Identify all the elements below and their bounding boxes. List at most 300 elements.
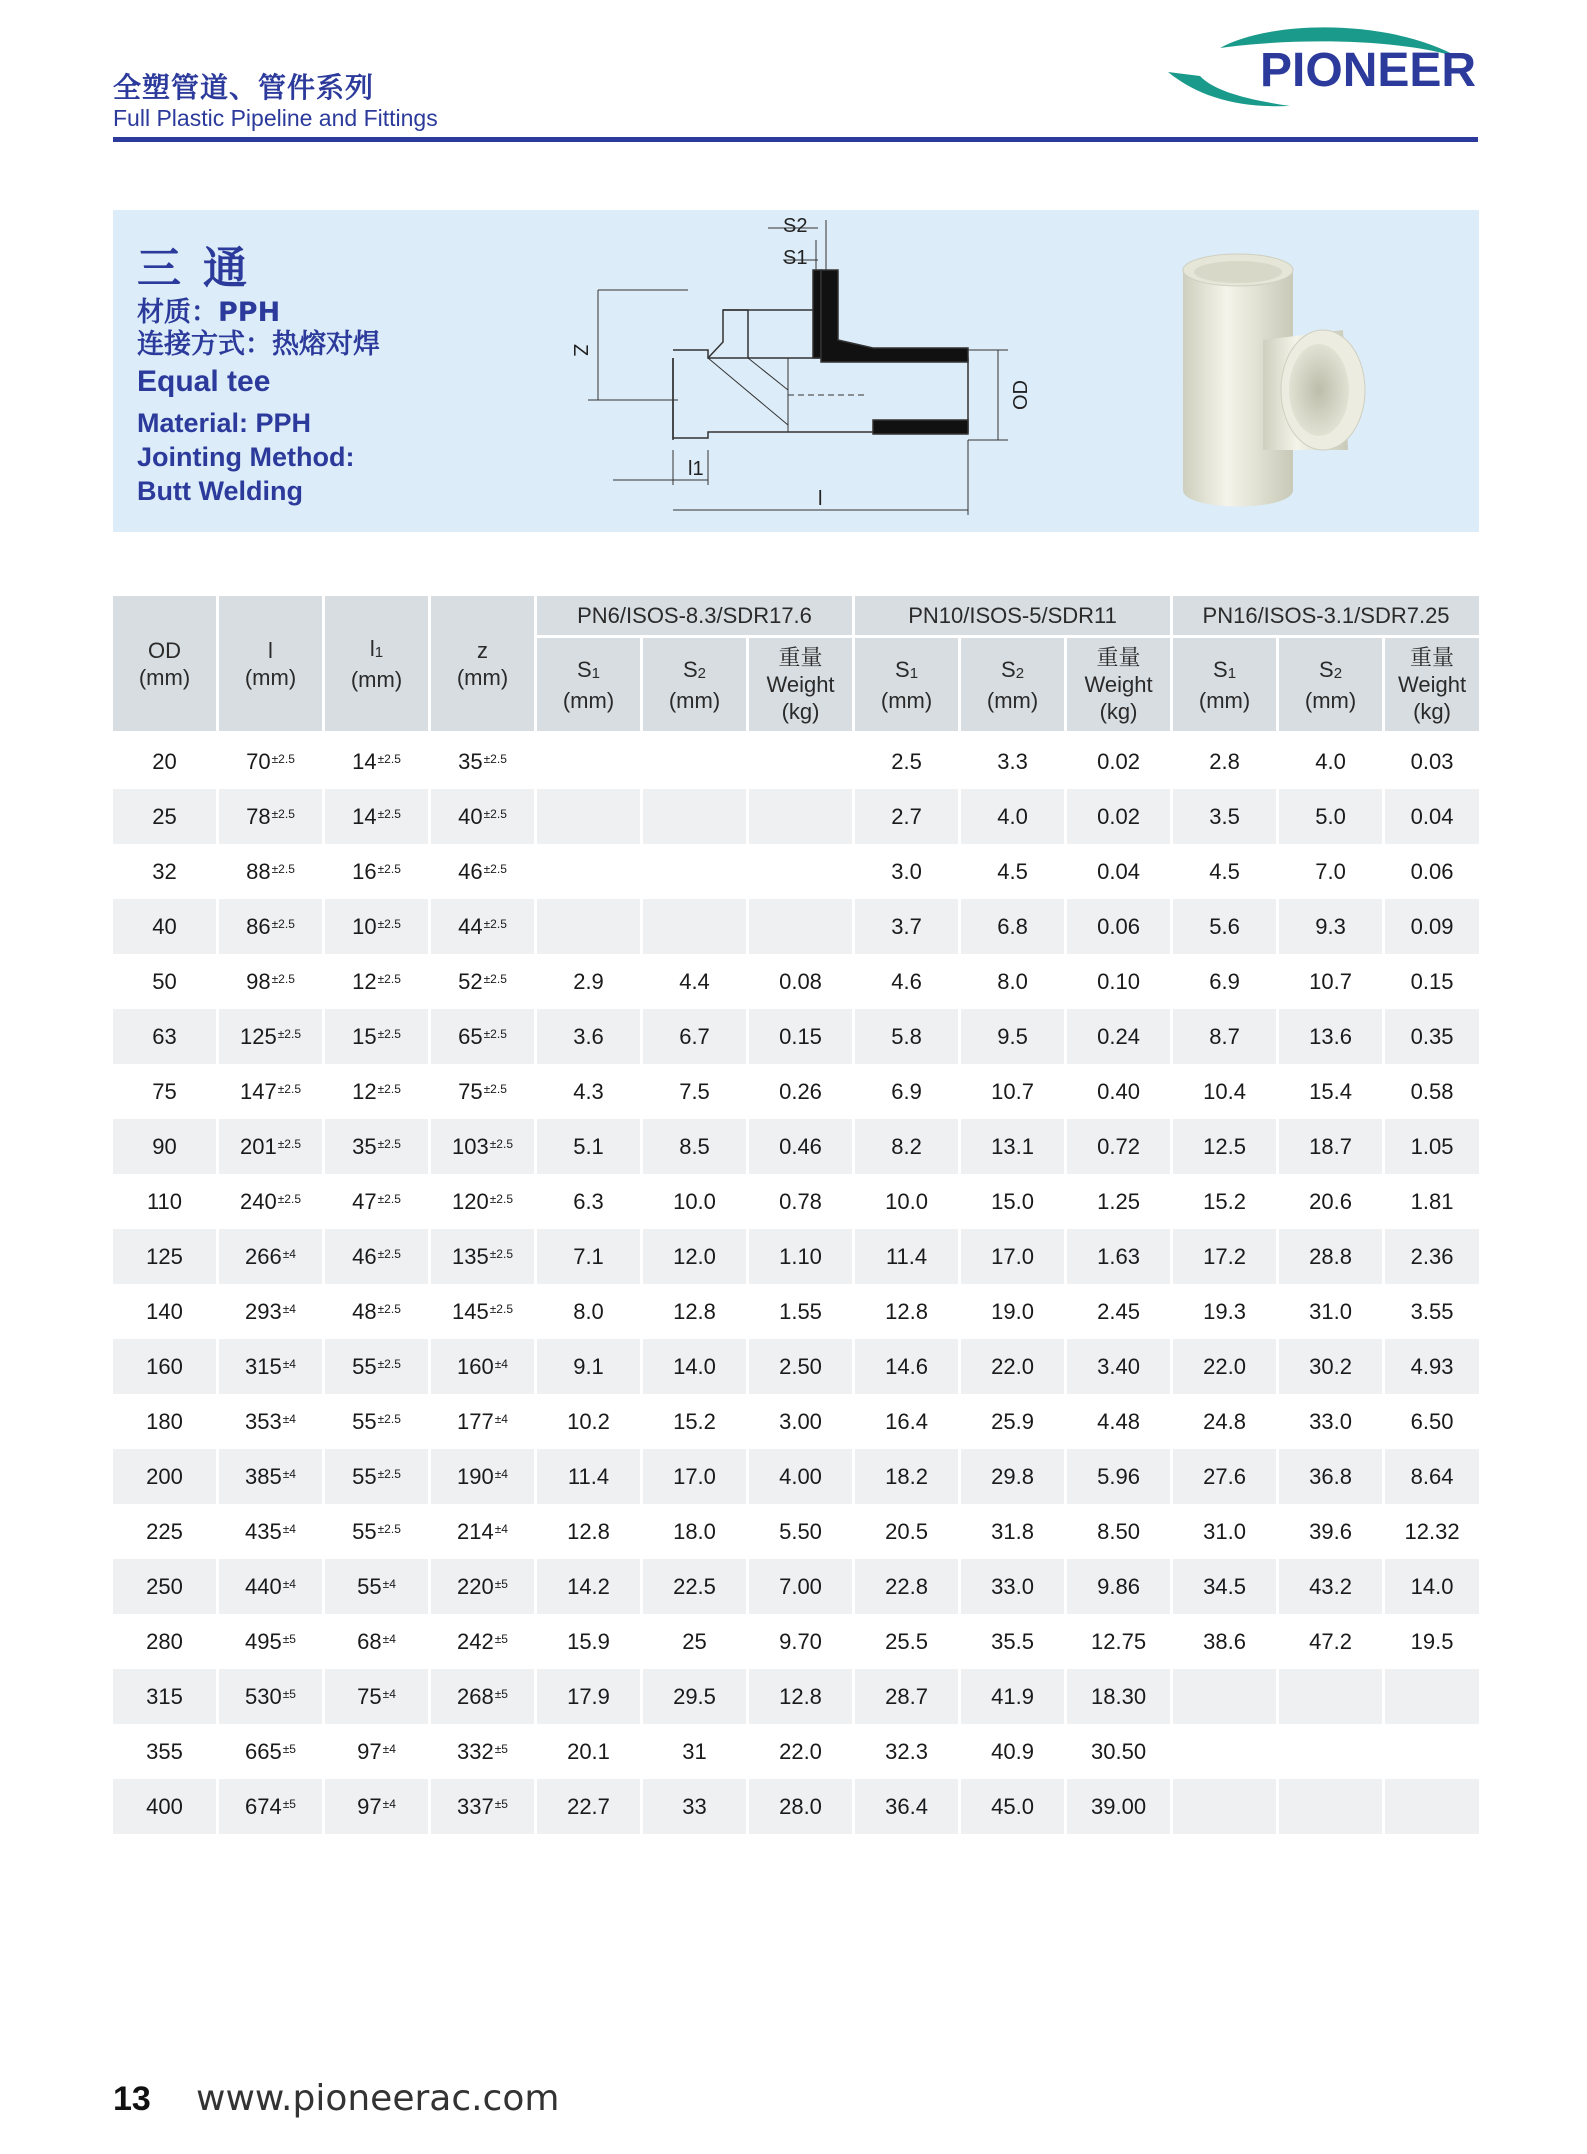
cell-l: $674^{\pm 5}$	[219, 1779, 325, 1834]
dim-label-od: OD	[1010, 380, 1032, 410]
cell-z: $120^{\pm 2.5}$	[431, 1174, 537, 1229]
cell-pn6-s1: 5.1	[537, 1119, 643, 1174]
cell-pn10-weight: 5.96	[1067, 1449, 1173, 1504]
table-row	[113, 1284, 1479, 1339]
cell-pn6-s2: 4.4	[643, 954, 749, 1009]
cell-pn16-weight	[1385, 1779, 1479, 1834]
table-row	[113, 1174, 1479, 1229]
cell-z: $160^{\pm 4}$	[431, 1339, 537, 1394]
cell-pn10-s1: 3.7	[855, 899, 961, 954]
cell-pn16-weight: 6.50	[1385, 1394, 1479, 1449]
table-row	[113, 1614, 1479, 1669]
page-number: 13	[113, 2080, 151, 2118]
cell-l1: $12^{\pm 2.5}$	[325, 954, 431, 1009]
pn16-s1-header: S1 (mm)	[1173, 638, 1279, 734]
dim-label-l1: l1	[688, 458, 704, 480]
cell-pn16-s1: 22.0	[1173, 1339, 1279, 1394]
table-row	[113, 1779, 1479, 1834]
cell-z: $214^{\pm 4}$	[431, 1504, 537, 1559]
cell-pn10-s2: 4.5	[961, 844, 1067, 899]
cell-pn10-s2: 29.8	[961, 1449, 1067, 1504]
cell-pn6-weight	[749, 734, 855, 789]
cell-pn10-s1: 2.5	[855, 734, 961, 789]
cell-pn10-s2: 45.0	[961, 1779, 1067, 1834]
cell-pn6-s1: 6.3	[537, 1174, 643, 1229]
cell-pn10-weight: 18.30	[1067, 1669, 1173, 1724]
cell-l: $88^{\pm 2.5}$	[219, 844, 325, 899]
cell-l1: $97^{\pm 4}$	[325, 1779, 431, 1834]
product-info-panel	[113, 210, 1479, 532]
cell-pn10-s2: 15.0	[961, 1174, 1067, 1229]
cell-pn16-s2: 36.8	[1279, 1449, 1385, 1504]
cell-pn16-weight: 14.0	[1385, 1559, 1479, 1614]
pn6-s2-header: S2 (mm)	[643, 638, 749, 734]
cell-z: $332^{\pm 5}$	[431, 1724, 537, 1779]
cell-pn16-weight: 19.5	[1385, 1614, 1479, 1669]
table-row	[113, 1229, 1479, 1284]
cell-pn10-weight: 30.50	[1067, 1724, 1173, 1779]
pn10-s1-header: S1 (mm)	[855, 638, 961, 734]
tee-technical-drawing	[568, 210, 1068, 532]
cell-pn10-weight: 0.02	[1067, 734, 1173, 789]
cell-pn16-weight	[1385, 1669, 1479, 1724]
cell-pn10-weight: 1.25	[1067, 1174, 1173, 1229]
table-row	[113, 1724, 1479, 1779]
cell-pn10-s2: 4.0	[961, 789, 1067, 844]
cell-od: 25	[113, 789, 219, 844]
cell-pn16-s1: 19.3	[1173, 1284, 1279, 1339]
cell-pn6-s2: 25	[643, 1614, 749, 1669]
table-row	[113, 954, 1479, 1009]
cell-pn6-s2: 12.0	[643, 1229, 749, 1284]
cell-pn6-s1: 17.9	[537, 1669, 643, 1724]
cell-pn16-weight: 0.09	[1385, 899, 1479, 954]
table-row	[113, 844, 1479, 899]
cell-od: 225	[113, 1504, 219, 1559]
cell-pn10-s1: 20.5	[855, 1504, 961, 1559]
cell-pn10-s1: 4.6	[855, 954, 961, 1009]
cell-pn16-s1: 2.8	[1173, 734, 1279, 789]
cell-pn16-s1: 31.0	[1173, 1504, 1279, 1559]
cell-pn10-weight: 1.63	[1067, 1229, 1173, 1284]
dim-label-s1: S1	[783, 247, 808, 269]
cell-pn10-s1: 32.3	[855, 1724, 961, 1779]
cell-pn10-s1: 2.7	[855, 789, 961, 844]
cell-pn16-s2: 7.0	[1279, 844, 1385, 899]
cell-pn10-s1: 18.2	[855, 1449, 961, 1504]
cell-l: $98^{\pm 2.5}$	[219, 954, 325, 1009]
cell-l1: $14^{\pm 2.5}$	[325, 789, 431, 844]
cell-pn6-weight: 7.00	[749, 1559, 855, 1614]
cell-pn16-s2: 39.6	[1279, 1504, 1385, 1559]
table-row	[113, 1009, 1479, 1064]
cell-od: 400	[113, 1779, 219, 1834]
cell-od: 32	[113, 844, 219, 899]
pn16-s2-header: S2 (mm)	[1279, 638, 1385, 734]
cell-l1: $55^{\pm 4}$	[325, 1559, 431, 1614]
cell-l: $125^{\pm 2.5}$	[219, 1009, 325, 1064]
cell-od: 110	[113, 1174, 219, 1229]
cell-pn16-s2: 31.0	[1279, 1284, 1385, 1339]
cell-z: $177^{\pm 4}$	[431, 1394, 537, 1449]
cell-l1: $47^{\pm 2.5}$	[325, 1174, 431, 1229]
cell-z: $65^{\pm 2.5}$	[431, 1009, 537, 1064]
cell-pn10-s2: 8.0	[961, 954, 1067, 1009]
jointing-method-en: Butt Welding	[137, 476, 303, 506]
product-title-cn: 三通	[137, 243, 269, 294]
cell-pn16-s1	[1173, 1779, 1279, 1834]
cell-pn6-weight: 2.50	[749, 1339, 855, 1394]
cell-pn16-weight: 3.55	[1385, 1284, 1479, 1339]
cell-pn10-weight: 0.02	[1067, 789, 1173, 844]
cell-pn16-weight: 0.15	[1385, 954, 1479, 1009]
cell-pn6-s2: 31	[643, 1724, 749, 1779]
cell-z: $145^{\pm 2.5}$	[431, 1284, 537, 1339]
header-title-en: Full Plastic Pipeline and Fittings	[113, 105, 438, 131]
cell-pn6-weight: 1.10	[749, 1229, 855, 1284]
cell-pn6-weight	[749, 899, 855, 954]
cell-od: 180	[113, 1394, 219, 1449]
logo-text: PIONEER	[1260, 44, 1477, 97]
cell-l: $293^{\pm 4}$	[219, 1284, 325, 1339]
table-row	[113, 1064, 1479, 1119]
cell-l1: $97^{\pm 4}$	[325, 1724, 431, 1779]
cell-pn6-s1: 2.9	[537, 954, 643, 1009]
cell-pn6-s1: 10.2	[537, 1394, 643, 1449]
cell-pn16-weight: 1.05	[1385, 1119, 1479, 1174]
cell-l: $78^{\pm 2.5}$	[219, 789, 325, 844]
cell-pn6-s2: 29.5	[643, 1669, 749, 1724]
cell-l1: $55^{\pm 2.5}$	[325, 1449, 431, 1504]
cell-pn6-weight: 0.26	[749, 1064, 855, 1119]
cell-l1: $14^{\pm 2.5}$	[325, 734, 431, 789]
cell-od: 200	[113, 1449, 219, 1504]
cell-z: $337^{\pm 5}$	[431, 1779, 537, 1834]
cell-l: $240^{\pm 2.5}$	[219, 1174, 325, 1229]
cell-pn10-weight: 0.40	[1067, 1064, 1173, 1119]
cell-pn16-s1: 34.5	[1173, 1559, 1279, 1614]
cell-pn6-weight: 5.50	[749, 1504, 855, 1559]
pn10-weight-header: 重量 Weight (kg)	[1067, 638, 1173, 734]
cell-pn16-s1: 6.9	[1173, 954, 1279, 1009]
cell-pn6-weight: 12.8	[749, 1669, 855, 1724]
cell-pn10-s1: 6.9	[855, 1064, 961, 1119]
cell-pn10-weight: 9.86	[1067, 1559, 1173, 1614]
cell-pn10-s2: 10.7	[961, 1064, 1067, 1119]
cell-pn10-s1: 16.4	[855, 1394, 961, 1449]
cell-od: 75	[113, 1064, 219, 1119]
cell-pn6-s2: 12.8	[643, 1284, 749, 1339]
cell-pn10-s1: 8.2	[855, 1119, 961, 1174]
cell-pn10-s1: 3.0	[855, 844, 961, 899]
cell-pn6-s2: 17.0	[643, 1449, 749, 1504]
cell-pn10-s2: 9.5	[961, 1009, 1067, 1064]
cell-l: $201^{\pm 2.5}$	[219, 1119, 325, 1174]
cell-pn16-s2: 30.2	[1279, 1339, 1385, 1394]
cell-pn6-s1	[537, 899, 643, 954]
cell-pn6-s2: 6.7	[643, 1009, 749, 1064]
cell-pn16-weight: 0.03	[1385, 734, 1479, 789]
cell-pn16-s2: 33.0	[1279, 1394, 1385, 1449]
cell-pn6-s2: 8.5	[643, 1119, 749, 1174]
cell-z: $103^{\pm 2.5}$	[431, 1119, 537, 1174]
cell-pn6-s1: 11.4	[537, 1449, 643, 1504]
cell-pn10-weight: 3.40	[1067, 1339, 1173, 1394]
cell-pn6-s1: 7.1	[537, 1229, 643, 1284]
cell-pn10-s1: 28.7	[855, 1669, 961, 1724]
col-header-od: OD (mm)	[113, 596, 219, 734]
cell-pn10-s2: 6.8	[961, 899, 1067, 954]
cell-pn16-s2	[1279, 1779, 1385, 1834]
cell-l: $70^{\pm 2.5}$	[219, 734, 325, 789]
cell-l1: $15^{\pm 2.5}$	[325, 1009, 431, 1064]
pn6-weight-header: 重量 Weight (kg)	[749, 638, 855, 734]
cell-pn16-weight: 0.58	[1385, 1064, 1479, 1119]
cell-pn6-s1: 9.1	[537, 1339, 643, 1394]
cell-od: 90	[113, 1119, 219, 1174]
cell-pn6-s2: 15.2	[643, 1394, 749, 1449]
cell-od: 20	[113, 734, 219, 789]
cell-pn6-s1	[537, 734, 643, 789]
cell-l: $665^{\pm 5}$	[219, 1724, 325, 1779]
cell-l: $385^{\pm 4}$	[219, 1449, 325, 1504]
cell-pn6-s1: 22.7	[537, 1779, 643, 1834]
cell-l1: $48^{\pm 2.5}$	[325, 1284, 431, 1339]
cell-pn16-s2: 15.4	[1279, 1064, 1385, 1119]
cell-pn10-s2: 31.8	[961, 1504, 1067, 1559]
cell-pn10-weight: 39.00	[1067, 1779, 1173, 1834]
col-header-z: z (mm)	[431, 596, 537, 734]
cell-l: $435^{\pm 4}$	[219, 1504, 325, 1559]
cell-pn6-s2	[643, 844, 749, 899]
cell-l1: $16^{\pm 2.5}$	[325, 844, 431, 899]
cell-pn10-weight: 0.24	[1067, 1009, 1173, 1064]
cell-pn16-s2: 47.2	[1279, 1614, 1385, 1669]
cell-pn10-s2: 35.5	[961, 1614, 1067, 1669]
dim-label-s2: S2	[783, 215, 808, 237]
cell-pn6-s2: 33	[643, 1779, 749, 1834]
cell-pn6-weight: 22.0	[749, 1724, 855, 1779]
cell-pn6-s2: 14.0	[643, 1339, 749, 1394]
cell-pn16-s2	[1279, 1724, 1385, 1779]
cell-pn16-s2: 43.2	[1279, 1559, 1385, 1614]
cell-l: $315^{\pm 4}$	[219, 1339, 325, 1394]
cell-pn6-weight: 0.46	[749, 1119, 855, 1174]
table-row	[113, 1449, 1479, 1504]
header-divider	[113, 137, 1478, 142]
cell-pn16-s2: 10.7	[1279, 954, 1385, 1009]
cell-l1: $12^{\pm 2.5}$	[325, 1064, 431, 1119]
cell-pn16-s2: 4.0	[1279, 734, 1385, 789]
cell-pn10-s1: 22.8	[855, 1559, 961, 1614]
cell-pn6-weight: 28.0	[749, 1779, 855, 1834]
cell-pn10-weight: 2.45	[1067, 1284, 1173, 1339]
cell-pn10-s2: 22.0	[961, 1339, 1067, 1394]
cell-pn16-s1	[1173, 1724, 1279, 1779]
table-row	[113, 1559, 1479, 1614]
cell-l1: $46^{\pm 2.5}$	[325, 1229, 431, 1284]
table-row	[113, 1504, 1479, 1559]
cell-l1: $75^{\pm 4}$	[325, 1669, 431, 1724]
cell-pn6-weight: 4.00	[749, 1449, 855, 1504]
specification-table	[113, 596, 1479, 1834]
table-row	[113, 1119, 1479, 1174]
cell-pn6-weight: 1.55	[749, 1284, 855, 1339]
jointing-cn: 连接方式：热熔对焊	[137, 329, 380, 360]
cell-pn6-s1: 12.8	[537, 1504, 643, 1559]
col-header-l1: l1 (mm)	[325, 596, 431, 734]
cell-pn10-s2: 3.3	[961, 734, 1067, 789]
cell-z: $44^{\pm 2.5}$	[431, 899, 537, 954]
cell-pn16-s1: 5.6	[1173, 899, 1279, 954]
table-row	[113, 1339, 1479, 1394]
cell-pn6-s1: 3.6	[537, 1009, 643, 1064]
cell-pn10-s1: 10.0	[855, 1174, 961, 1229]
tee-fitting-photo	[1143, 250, 1373, 510]
cell-pn16-s1: 4.5	[1173, 844, 1279, 899]
cell-pn10-weight: 0.04	[1067, 844, 1173, 899]
cell-pn6-weight: 0.08	[749, 954, 855, 1009]
cell-pn16-s2: 9.3	[1279, 899, 1385, 954]
cell-pn10-s1: 5.8	[855, 1009, 961, 1064]
cell-pn16-s1: 17.2	[1173, 1229, 1279, 1284]
cell-pn16-s1: 24.8	[1173, 1394, 1279, 1449]
cell-pn16-s2: 5.0	[1279, 789, 1385, 844]
cell-z: $75^{\pm 2.5}$	[431, 1064, 537, 1119]
cell-l1: $68^{\pm 4}$	[325, 1614, 431, 1669]
cell-l: $266^{\pm 4}$	[219, 1229, 325, 1284]
cell-pn16-weight: 2.36	[1385, 1229, 1479, 1284]
cell-pn6-s1: 4.3	[537, 1064, 643, 1119]
cell-z: $242^{\pm 5}$	[431, 1614, 537, 1669]
cell-pn10-s2: 33.0	[961, 1559, 1067, 1614]
pn10-s2-header: S2 (mm)	[961, 638, 1067, 734]
cell-pn6-s2: 7.5	[643, 1064, 749, 1119]
cell-z: $268^{\pm 5}$	[431, 1669, 537, 1724]
cell-l1: $55^{\pm 2.5}$	[325, 1394, 431, 1449]
cell-l: $530^{\pm 5}$	[219, 1669, 325, 1724]
cell-l1: $10^{\pm 2.5}$	[325, 899, 431, 954]
cell-pn16-s1: 8.7	[1173, 1009, 1279, 1064]
cell-pn16-s2	[1279, 1669, 1385, 1724]
cell-od: 250	[113, 1559, 219, 1614]
cell-pn16-weight: 0.35	[1385, 1009, 1479, 1064]
cell-l: $147^{\pm 2.5}$	[219, 1064, 325, 1119]
cell-pn10-weight: 0.06	[1067, 899, 1173, 954]
cell-z: $220^{\pm 5}$	[431, 1559, 537, 1614]
header-title-cn: 全塑管道、管件系列	[113, 71, 375, 104]
cell-pn10-s2: 19.0	[961, 1284, 1067, 1339]
website-url[interactable]: www.pioneerac.com	[196, 2078, 560, 2119]
cell-pn6-s2	[643, 734, 749, 789]
cell-pn6-weight: 0.78	[749, 1174, 855, 1229]
cell-pn10-s2: 41.9	[961, 1669, 1067, 1724]
col-header-l: l (mm)	[219, 596, 325, 734]
table-row	[113, 1669, 1479, 1724]
cell-pn6-s1: 15.9	[537, 1614, 643, 1669]
cell-pn10-s1: 12.8	[855, 1284, 961, 1339]
cell-pn10-weight: 8.50	[1067, 1504, 1173, 1559]
cell-pn6-s1: 8.0	[537, 1284, 643, 1339]
cell-l: $86^{\pm 2.5}$	[219, 899, 325, 954]
cell-pn16-s2: 20.6	[1279, 1174, 1385, 1229]
cell-pn6-s1: 20.1	[537, 1724, 643, 1779]
cell-pn16-s1	[1173, 1669, 1279, 1724]
cell-l1: $55^{\pm 2.5}$	[325, 1504, 431, 1559]
cell-pn6-weight: 3.00	[749, 1394, 855, 1449]
cell-l: $353^{\pm 4}$	[219, 1394, 325, 1449]
cell-pn16-weight	[1385, 1724, 1479, 1779]
table-row	[113, 1394, 1479, 1449]
group-header-pn6: PN6/ISOS-8.3/SDR17.6	[537, 596, 855, 638]
cell-pn6-s2: 22.5	[643, 1559, 749, 1614]
cell-od: 315	[113, 1669, 219, 1724]
table-row	[113, 899, 1479, 954]
cell-pn16-s1: 38.6	[1173, 1614, 1279, 1669]
cell-l: $440^{\pm 4}$	[219, 1559, 325, 1614]
cell-pn10-s2: 17.0	[961, 1229, 1067, 1284]
cell-pn16-weight: 8.64	[1385, 1449, 1479, 1504]
cell-pn6-s1	[537, 789, 643, 844]
cell-pn6-weight	[749, 844, 855, 899]
cell-pn10-weight: 0.10	[1067, 954, 1173, 1009]
cell-pn10-s1: 25.5	[855, 1614, 961, 1669]
table-row	[113, 734, 1479, 789]
cell-pn16-s1: 12.5	[1173, 1119, 1279, 1174]
product-title-en: Equal tee	[137, 365, 271, 398]
cell-l1: $55^{\pm 2.5}$	[325, 1339, 431, 1394]
cell-pn6-s2	[643, 789, 749, 844]
pn6-s1-header: S1 (mm)	[537, 638, 643, 734]
cell-pn16-s2: 18.7	[1279, 1119, 1385, 1174]
cell-pn16-weight: 0.06	[1385, 844, 1479, 899]
cell-pn16-s1: 15.2	[1173, 1174, 1279, 1229]
cell-z: $40^{\pm 2.5}$	[431, 789, 537, 844]
cell-od: 355	[113, 1724, 219, 1779]
cell-pn16-s2: 28.8	[1279, 1229, 1385, 1284]
cell-pn16-s1: 10.4	[1173, 1064, 1279, 1119]
cell-pn10-s1: 11.4	[855, 1229, 961, 1284]
cell-l: $495^{\pm 5}$	[219, 1614, 325, 1669]
cell-pn6-weight: 0.15	[749, 1009, 855, 1064]
cell-pn10-s2: 40.9	[961, 1724, 1067, 1779]
cell-pn6-s2: 18.0	[643, 1504, 749, 1559]
cell-od: 280	[113, 1614, 219, 1669]
cell-pn16-s1: 27.6	[1173, 1449, 1279, 1504]
dim-label-z: Z	[569, 344, 591, 357]
cell-pn10-s2: 25.9	[961, 1394, 1067, 1449]
cell-pn10-s2: 13.1	[961, 1119, 1067, 1174]
cell-od: 50	[113, 954, 219, 1009]
cell-pn10-weight: 4.48	[1067, 1394, 1173, 1449]
cell-pn6-weight	[749, 789, 855, 844]
cell-pn10-weight: 0.72	[1067, 1119, 1173, 1174]
cell-od: 125	[113, 1229, 219, 1284]
material-cn: 材质：PPH	[137, 297, 281, 328]
cell-pn16-weight: 0.04	[1385, 789, 1479, 844]
cell-z: $35^{\pm 2.5}$	[431, 734, 537, 789]
cell-pn16-s1: 3.5	[1173, 789, 1279, 844]
group-header-pn10: PN10/ISOS-5/SDR11	[855, 596, 1173, 638]
cell-od: 63	[113, 1009, 219, 1064]
cell-od: 160	[113, 1339, 219, 1394]
cell-z: $52^{\pm 2.5}$	[431, 954, 537, 1009]
cell-z: $46^{\pm 2.5}$	[431, 844, 537, 899]
cell-pn6-s2: 10.0	[643, 1174, 749, 1229]
cell-z: $135^{\pm 2.5}$	[431, 1229, 537, 1284]
cell-pn10-weight: 12.75	[1067, 1614, 1173, 1669]
cell-pn6-s1: 14.2	[537, 1559, 643, 1614]
